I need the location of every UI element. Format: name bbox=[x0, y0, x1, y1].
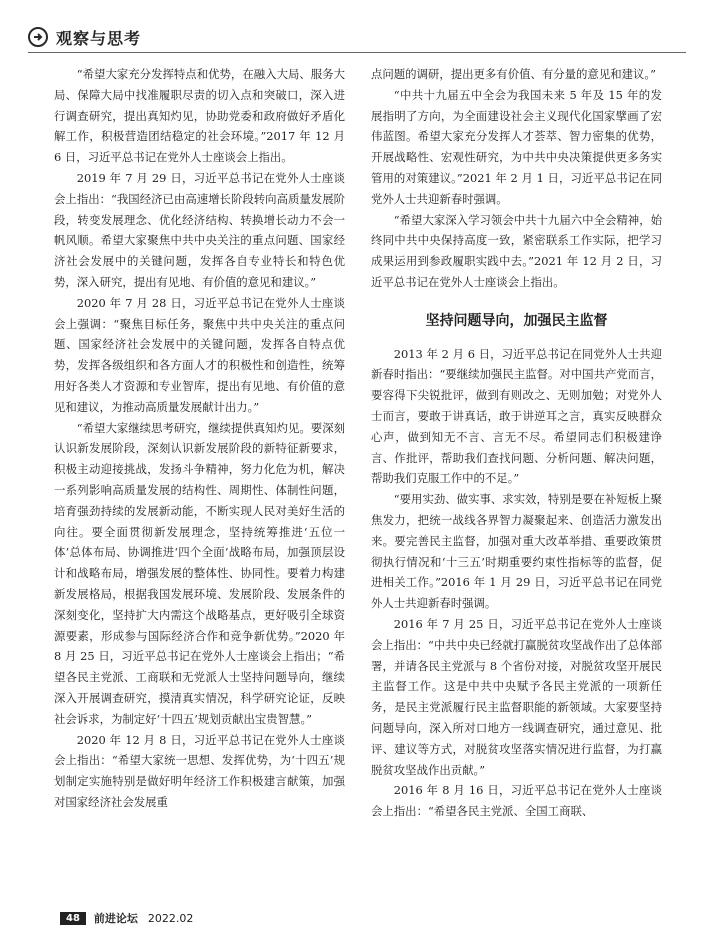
paragraph: 2016 年 8 月 16 日，习近平总书记在党外人士座谈会上指出：“希望各民主党派、全国工商联、 bbox=[371, 783, 662, 819]
paragraph: 2013 年 2 月 6 日，习近平总书记在同党外人士共迎新春时指出：“要继续加强民主监督。对中国共产党而言，要容得下尖锐批评，做到有则改之、无则加勉；对党外人士而言，要敢于讲真话，敢于讲逆耳之言，真实反映群众心声，做到知无不言、言无不尽。希望同志们积极建诤言、作批评，帮助我们查找问题、分析问题、解决问题，帮助我们克服工作中的不足。” bbox=[371, 346, 662, 486]
paragraph: 点问题的调研，提出更多有价值、有分量的意见和建议。” bbox=[371, 67, 656, 81]
paragraph: “希望大家深入学习领会中共十九届六中全会精神，始终同中共中央保持高度一致，紧密联系工作实际，把学习成果运用到参政履职实践中去。”2021 年 12 月 2 日，习近平总书记在党外人士座谈会上指出。 bbox=[371, 212, 662, 289]
paragraph: 2016 年 7 月 25 日，习近平总书记在党外人士座谈会上指出：“中共中央已经就打赢脱贫攻坚战作出了总体部署，并请各民主党派与 8 个省份对接，对脱贫攻坚开展民主监督工作。这是中共中央赋予各民主党派的一项新任务，是民主党派履行民主监督职能的新领域。大家要坚持问题导向，深入所对口地方一线调查研究，通过意见、批评、建议等方式，对脱贫攻坚落实情况进行监督，为打赢脱贫攻坚战作出贡献。” bbox=[371, 616, 662, 777]
paragraph: “希望大家充分发挥特点和优势，在融入大局、服务大局、保障大局中找准履职尽责的切入点和突破口，深入进行调查研究，提出真知灼见，协助党委和政府做好矛盾化解工作，积极营造团结稳定的社会环境。”2017 年 12 月 6 日，习近平总书记在党外人士座谈会上指出。 bbox=[54, 67, 345, 165]
page-number: 48 bbox=[60, 912, 86, 925]
header-divider bbox=[28, 52, 686, 53]
paragraph: 2020 年 12 月 8 日，习近平总书记在党外人士座谈会上指出：“希望大家统一思想、发挥优势，为‘十四五’规划制定实施特别是做好明年经济工作积极建言献策，加强对国家经济社会发展重 bbox=[54, 732, 345, 809]
right-column bbox=[371, 64, 662, 822]
paragraph: “希望大家继续思考研究，继续提供真知灼见。要深刻认识新发展阶段，深刻认识新发展阶段的新特征新要求，积极主动迎接挑战，发扬斗争精神，努力化危为机，解决一系列影响高质量发展的结构性、周期性、体制性问题，培育强劲持续的发展新动能，不断实现人民对美好生活的向往。要全面贯彻新发展理念，坚持统筹推进‘五位一体’总体布局、协调推进‘四个全面’战略布局，加强顶层设计和战略布局，增强发展的整体性、协同性。要着力构建新发展格局，根据我国发展环境、发展阶段、发展条件的深刻变化，坚持扩大内需这个战略基点，更好吸引全球资源要素，形成参与国际经济合作和竞争新优势。”2020 年 8 月 25 日，习近平总书记在党外人士座谈会上指出；“希望各民主党派、工商联和无党派人士坚持问题导向，继续深入开展调查研究，摸清真实情况，科学研究论证，反映社会诉求，为制定好‘十四五’规划贡献出宝贵智慧。” bbox=[54, 420, 345, 726]
arrow-circle-icon bbox=[28, 27, 48, 47]
paragraph: 2019 年 7 月 29 日，习近平总书记在党外人士座谈会上指出：“我国经济已由高速增长阶段转向高质量发展阶段，转变发展理念、优化经济结构、转换增长动力不会一帆风顺。希望大家聚焦中共中央关注的重点问题、国家经济社会发展中的关键问题，发挥各自专业特长和特色优势，深入研究，提出有见地、有价值的意见和建议。” bbox=[54, 170, 345, 289]
issue-number: 2022.02 bbox=[147, 911, 194, 925]
paragraph: 2020 年 7 月 28 日，习近平总书记在党外人士座谈会上强调：“聚焦目标任务，聚焦中共中央关注的重点问题、国家经济社会发展中的关键问题，发挥各自特点优势，发挥各级组织和各方面人才的积极性和创造性，统筹用好各类人才资源和专业智库，提出有见地、有价值的意见和建议，为推动高质量发展献计出力。” bbox=[54, 295, 345, 414]
left-column bbox=[54, 64, 345, 813]
paragraph: “中共十九届五中全会为我国未来 5 年及 15 年的发展指明了方向，为全面建设社会主义现代化国家擘画了宏伟蓝图。希望大家充分发挥人才荟萃、智力密集的优势，开展战略性、宏观性研究，为中共中央决策提供更多务实管用的对策建议。”2021 年 2 月 1 日，习近平总书记在同党外人士共迎新春时强调。 bbox=[371, 87, 662, 206]
section-title-header: 观察与思考 bbox=[56, 28, 142, 48]
paragraph: “要用实劲、做实事、求实效，特别是要在补短板上聚焦发力，把统一战线各界智力凝聚起来、创造活力激发出来。要完善民主监督，加强对重大改革举措、重要政策贯彻执行情况和‘十三五’时期重要约束性指标等的监督，促进相关工作。”2016 年 1 月 29 日，习近平总书记在同党外人士共迎新春时强调。 bbox=[371, 492, 662, 611]
subsection-heading: 坚持问题导向，加强民主监督 bbox=[425, 312, 608, 329]
journal-name: 前进论坛 bbox=[93, 912, 138, 925]
section-header bbox=[28, 24, 141, 50]
page-footer bbox=[60, 910, 193, 926]
